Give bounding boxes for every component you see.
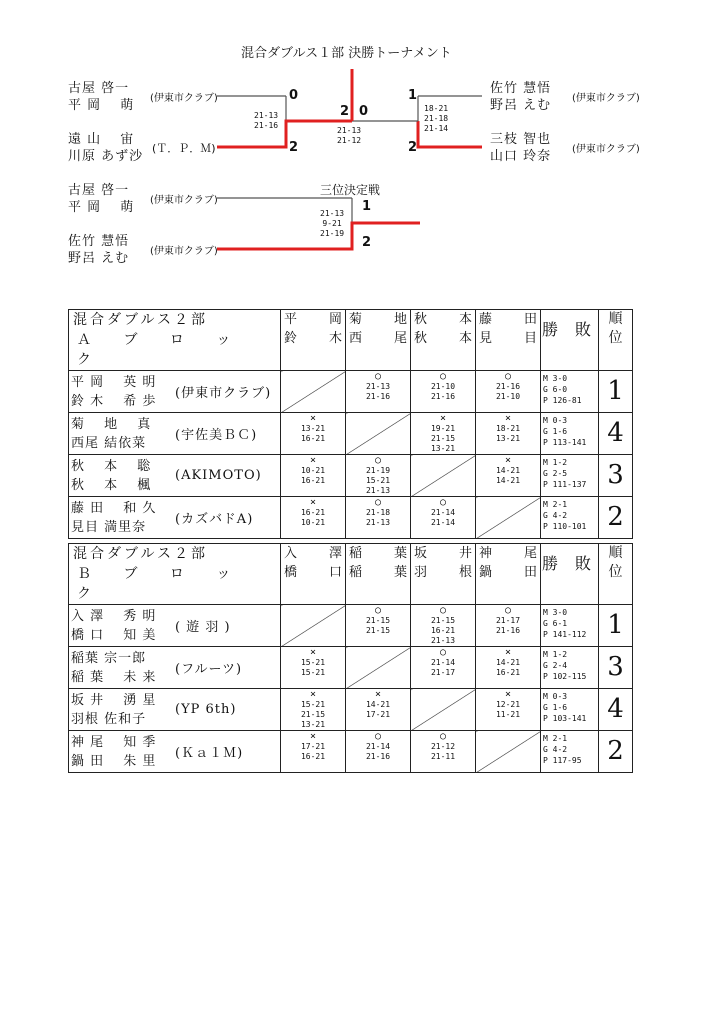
rank-cell <box>599 455 633 497</box>
set-score: 13-21 <box>300 720 326 729</box>
point-record: P 126-81 <box>543 396 582 405</box>
rank-cell <box>599 731 633 773</box>
entry-4 <box>490 131 551 165</box>
game-record: G 1-6 <box>543 703 568 712</box>
player-1-name: 坂 井 湧 星 <box>71 692 157 708</box>
club-name: (フルーツ) <box>175 662 243 677</box>
set-score: 21-13 <box>365 382 391 391</box>
match-result-cell <box>346 689 411 731</box>
final-left-games: 2 <box>340 104 350 119</box>
match-result-cell <box>281 731 346 773</box>
set-score: 21-19 <box>365 466 391 475</box>
match-result-cell <box>346 455 411 497</box>
rank-cell <box>599 497 633 539</box>
rank-value: 3 <box>607 652 624 682</box>
set-score: 11-21 <box>495 710 521 719</box>
set-score: 14-21 <box>495 466 521 475</box>
entry-2-player-1: 遠 山 宙 <box>68 132 135 147</box>
match-result-cell <box>476 689 541 731</box>
table-row <box>69 455 633 497</box>
player-cell <box>69 497 281 539</box>
set-score: 21-17 <box>495 616 521 625</box>
set-score: 14-21 <box>365 700 391 709</box>
record-cell <box>541 731 599 773</box>
game-record: G 2-5 <box>543 469 568 478</box>
result-mark: × <box>309 413 317 424</box>
result-mark: × <box>504 455 512 466</box>
entry-4-player-1: 三枝 智也 <box>490 132 552 147</box>
record-cell <box>541 371 599 413</box>
match-record: M 2-1 <box>543 734 568 743</box>
set-score: 13-21 <box>430 444 456 453</box>
third-bottom-games: 2 <box>362 235 372 250</box>
result-mark: × <box>309 497 317 508</box>
set-score: 15-21 <box>300 658 326 667</box>
match-record: M 2-1 <box>543 500 568 509</box>
club-name: (カズバドA) <box>175 512 254 527</box>
set-score: 16-21 <box>300 508 326 517</box>
point-record: P 141-112 <box>543 630 587 639</box>
set-score: 21-15 <box>365 616 391 625</box>
rank-cell <box>599 371 633 413</box>
match-result-cell <box>411 731 476 773</box>
player-cell <box>69 455 281 497</box>
set-score: 16-21 <box>430 626 456 635</box>
match-result-cell <box>346 497 411 539</box>
third-place-title: 三位決定戦 <box>320 183 381 197</box>
self-match-cell <box>281 371 346 413</box>
result-mark: ○ <box>439 605 447 616</box>
player-2-name: 鍋 田 朱 里 <box>71 753 157 769</box>
set-score: 21-15 <box>365 626 391 635</box>
set-score: 13-21 <box>300 424 326 433</box>
rank-value: 1 <box>607 610 624 640</box>
block-a-rank-header: 順 位 <box>599 310 633 371</box>
player-cell <box>69 605 281 647</box>
rank-value: 4 <box>607 418 624 448</box>
match-result-cell <box>346 605 411 647</box>
entry-3-club: (伊東市クラブ) <box>572 93 640 104</box>
rank-value: 2 <box>607 502 624 532</box>
player-1-name: 入 澤 秀 明 <box>71 608 157 624</box>
block-b-title-cell: 混合ダブルス２部 Ｂ ブ ロ ッ ク <box>69 544 281 605</box>
match-result-cell <box>476 605 541 647</box>
set-score: 14-21 <box>495 658 521 667</box>
entry-1-club: (伊東市クラブ) <box>150 93 218 104</box>
match-result-cell <box>281 497 346 539</box>
entry-3 <box>490 80 551 114</box>
result-mark: × <box>309 647 317 658</box>
result-mark: ○ <box>504 371 512 382</box>
set-score: 21-14 <box>430 508 456 517</box>
set-score: 15-21 <box>300 668 326 677</box>
match-result-cell <box>476 413 541 455</box>
table-row <box>69 413 633 455</box>
set-score: 15-21 <box>365 476 391 485</box>
block-b-record-header: 勝 敗 <box>541 544 599 605</box>
result-mark: × <box>309 455 317 466</box>
match-result-cell <box>411 497 476 539</box>
set-score: 17-21 <box>365 710 391 719</box>
game-record: G 1-6 <box>543 427 568 436</box>
result-mark: ○ <box>439 647 447 658</box>
set-score: 16-21 <box>300 752 326 761</box>
set-score: 21-13 <box>365 486 391 495</box>
set-score: 13-21 <box>495 434 521 443</box>
record-cell <box>541 497 599 539</box>
player-1-name: 藤 田 和 久 <box>71 500 157 516</box>
rank-value: 4 <box>607 694 624 724</box>
club-name: ( 遊 羽 ) <box>175 620 231 635</box>
entry-4-player-2: 山口 玲奈 <box>490 149 552 164</box>
semi2-top-games: 1 <box>408 88 418 103</box>
club-name: (YP 6th) <box>175 702 237 717</box>
match-result-cell <box>281 647 346 689</box>
self-match-cell <box>281 605 346 647</box>
player-2-name: 見目 満里奈 <box>71 519 147 535</box>
rank-value: 3 <box>607 460 624 490</box>
table-row <box>69 497 633 539</box>
table-row <box>69 605 633 647</box>
player-2-name: 秋 本 楓 <box>71 477 152 493</box>
self-match-cell <box>476 497 541 539</box>
rank-value: 1 <box>607 376 624 406</box>
block-a-opp-3: 秋 本 秋 本 <box>411 310 476 371</box>
set-score: 21-16 <box>365 752 391 761</box>
third-entry-2: 佐竹 慧悟 野呂 えむ <box>68 234 130 266</box>
block-b-opp-4: 神 尾 鍋 田 <box>476 544 541 605</box>
third-top-games: 1 <box>362 199 372 214</box>
player-2-name: 橋 口 知 美 <box>71 627 157 643</box>
entry-1 <box>68 80 134 114</box>
match-result-cell <box>281 413 346 455</box>
entry-4-club: (伊東市クラブ) <box>572 144 640 155</box>
player-cell <box>69 731 281 773</box>
record-cell <box>541 413 599 455</box>
set-score: 16-21 <box>300 434 326 443</box>
point-record: P 110-101 <box>543 522 587 531</box>
semi1-bottom-games: 2 <box>289 140 299 155</box>
result-mark: ○ <box>374 605 382 616</box>
record-cell <box>541 689 599 731</box>
block-a-title-cell: 混合ダブルス２部 Ａ ブ ロ ッ ク <box>69 310 281 371</box>
set-score: 21-14 <box>430 658 456 667</box>
set-score: 18-21 <box>495 424 521 433</box>
point-record: P 103-141 <box>543 714 587 723</box>
set-score: 21-15 <box>430 434 456 443</box>
set-score: 21-17 <box>430 668 456 677</box>
self-match-cell <box>476 731 541 773</box>
set-score: 21-10 <box>495 392 521 401</box>
player-cell <box>69 647 281 689</box>
set-score: 21-16 <box>495 626 521 635</box>
match-record: M 3-0 <box>543 374 568 383</box>
club-name: (宇佐美ＢＣ) <box>175 428 258 443</box>
player-1-name: 稲葉 宗一郎 <box>71 650 147 666</box>
set-score: 15-21 <box>300 700 326 709</box>
club-name: (伊東市クラブ) <box>175 386 272 401</box>
game-record: G 6-0 <box>543 385 568 394</box>
self-match-cell <box>411 689 476 731</box>
match-result-cell <box>476 647 541 689</box>
point-record: P 113-141 <box>543 438 587 447</box>
semi1-scores: 21-13 21-16 <box>254 111 279 130</box>
point-record: P 117-95 <box>543 756 582 765</box>
set-score: 21-14 <box>430 518 456 527</box>
block-b-opp-1: 入 澤 橋 口 <box>281 544 346 605</box>
set-score: 21-16 <box>365 392 391 401</box>
match-record: M 1-2 <box>543 458 568 467</box>
block-a-opp-2: 菊 地 西 尾 <box>346 310 411 371</box>
result-mark: ○ <box>439 371 447 382</box>
match-result-cell <box>411 413 476 455</box>
match-result-cell <box>411 605 476 647</box>
player-cell <box>69 413 281 455</box>
semi2-scores: 18-21 21-18 21-14 <box>424 104 449 133</box>
set-score: 21-10 <box>430 382 456 391</box>
entry-3-player-1: 佐竹 慧悟 <box>490 81 552 96</box>
set-score: 16-21 <box>495 668 521 677</box>
player-cell <box>69 689 281 731</box>
semi2-bottom-games: 2 <box>408 140 418 155</box>
block-a-table <box>68 309 633 539</box>
match-result-cell <box>411 647 476 689</box>
result-mark: ○ <box>374 497 382 508</box>
result-mark: ○ <box>374 731 382 742</box>
set-score: 16-21 <box>300 476 326 485</box>
player-1-name: 秋 本 聡 <box>71 458 152 474</box>
final-scores: 21-13 21-12 <box>337 126 362 145</box>
entry-3-player-2: 野呂 えむ <box>490 98 552 113</box>
match-result-cell <box>346 371 411 413</box>
set-score: 21-12 <box>430 742 456 751</box>
player-cell <box>69 371 281 413</box>
result-mark: × <box>504 647 512 658</box>
player-2-name: 西尾 結依菜 <box>71 435 147 451</box>
final-right-games: 0 <box>359 104 369 119</box>
set-score: 21-15 <box>300 710 326 719</box>
match-result-cell <box>411 371 476 413</box>
rank-cell <box>599 605 633 647</box>
point-record: P 111-137 <box>543 480 587 489</box>
result-mark: × <box>309 689 317 700</box>
match-record: M 1-2 <box>543 650 568 659</box>
block-b-table <box>68 543 633 773</box>
block-b-opp-3: 坂 井 羽 根 <box>411 544 476 605</box>
rank-cell <box>599 413 633 455</box>
rank-value: 2 <box>607 736 624 766</box>
game-record: G 6-1 <box>543 619 568 628</box>
result-mark: ○ <box>374 371 382 382</box>
table-row <box>69 647 633 689</box>
record-cell <box>541 605 599 647</box>
result-mark: × <box>309 731 317 742</box>
match-result-cell <box>476 371 541 413</box>
self-match-cell <box>411 455 476 497</box>
third-entry-2-club: (伊東市クラブ) <box>150 246 218 257</box>
set-score: 10-21 <box>300 518 326 527</box>
set-score: 19-21 <box>430 424 456 433</box>
result-mark: × <box>504 689 512 700</box>
set-score: 21-16 <box>430 392 456 401</box>
result-mark: × <box>504 413 512 424</box>
set-score: 21-16 <box>495 382 521 391</box>
set-score: 21-15 <box>430 616 456 625</box>
table-row <box>69 371 633 413</box>
block-b-opp-2: 稲 葉 稲 葉 <box>346 544 411 605</box>
block-a-opp-1: 平 岡 鈴 木 <box>281 310 346 371</box>
block-b-rank-header: 順 位 <box>599 544 633 605</box>
set-score: 21-18 <box>365 508 391 517</box>
player-1-name: 神 尾 知 季 <box>71 734 157 750</box>
match-record: M 0-3 <box>543 416 568 425</box>
self-match-cell <box>346 413 411 455</box>
third-entry-1: 古屋 啓一 平 岡 萌 <box>68 183 135 215</box>
entry-2-player-2: 川原 あず沙 <box>68 149 144 164</box>
match-result-cell <box>476 455 541 497</box>
club-name: (Ｋａ１Ｍ) <box>175 746 244 761</box>
set-score: 21-14 <box>365 742 391 751</box>
self-match-cell <box>346 647 411 689</box>
rank-cell <box>599 689 633 731</box>
player-2-name: 鈴 木 希 歩 <box>71 393 157 409</box>
club-name: (AKIMOTO) <box>175 468 262 483</box>
result-mark: ○ <box>439 731 447 742</box>
set-score: 14-21 <box>495 476 521 485</box>
entry-1-player-1: 古屋 啓一 <box>68 81 130 96</box>
table-row <box>69 731 633 773</box>
record-cell <box>541 455 599 497</box>
rank-cell <box>599 647 633 689</box>
result-mark: ○ <box>374 455 382 466</box>
game-record: G 4-2 <box>543 511 568 520</box>
player-1-name: 平 岡 英 明 <box>71 374 157 390</box>
entry-2 <box>68 131 143 165</box>
result-mark: × <box>374 689 382 700</box>
entry-1-player-2: 平 岡 萌 <box>68 98 135 113</box>
third-scores: 21-13 9-21 21-19 <box>320 209 345 238</box>
match-record: M 0-3 <box>543 692 568 701</box>
set-score: 21-13 <box>365 518 391 527</box>
game-record: G 4-2 <box>543 745 568 754</box>
record-cell <box>541 647 599 689</box>
set-score: 10-21 <box>300 466 326 475</box>
player-2-name: 稲 葉 未 来 <box>71 669 157 685</box>
set-score: 17-21 <box>300 742 326 751</box>
result-mark: ○ <box>504 605 512 616</box>
set-score: 21-13 <box>430 636 456 645</box>
match-result-cell <box>281 455 346 497</box>
match-result-cell <box>346 731 411 773</box>
game-record: G 2-4 <box>543 661 568 670</box>
set-score: 21-11 <box>430 752 456 761</box>
table-row <box>69 689 633 731</box>
entry-2-club: (Ｔ．Ｐ．Ｍ) <box>152 142 216 155</box>
player-2-name: 羽根 佐和子 <box>71 711 147 727</box>
result-mark: × <box>439 413 447 424</box>
result-mark: ○ <box>439 497 447 508</box>
player-1-name: 菊 地 真 <box>71 416 152 432</box>
point-record: P 102-115 <box>543 672 587 681</box>
bracket-title: 混合ダブルス１部 決勝トーナメント <box>241 46 452 61</box>
block-a-opp-4: 藤 田 見 目 <box>476 310 541 371</box>
block-a-record-header: 勝 敗 <box>541 310 599 371</box>
set-score: 12-21 <box>495 700 521 709</box>
match-result-cell <box>281 689 346 731</box>
third-entry-1-club: (伊東市クラブ) <box>150 195 218 206</box>
match-record: M 3-0 <box>543 608 568 617</box>
semi1-top-games: 0 <box>289 88 299 103</box>
